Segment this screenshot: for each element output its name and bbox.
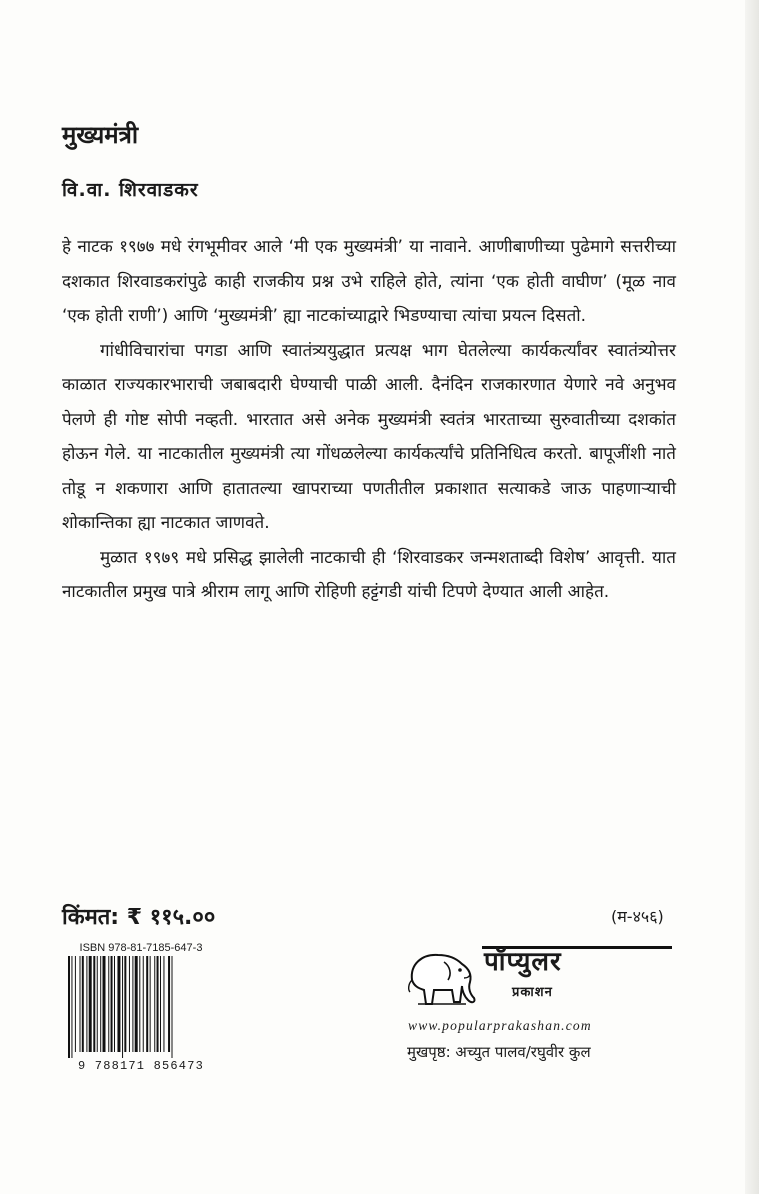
barcode-bar — [135, 956, 138, 1052]
barcode-bar — [154, 956, 155, 1052]
blurb-paragraph-1: हे नाटक १९७७ मधे रंगभूमीवर आले ‘मी एक मुख्यमंत्री’ या नावाने. आणीबाणीच्या पुढेमागे सत्तरीच्या दशकात शिरवाडकरांपुढे काही राजकीय प्रश्न उभे राहिले होते, त्यांना ‘एक होती वाघीण’ (मूळ नाव ‘एक होती राणी’) आणि ‘मुख्यमंत्री’ ह्या नाटकांच्याद्वारे भिडण्याचा त्यांचा प्रयत्न दिसतो. — [62, 237, 676, 326]
barcode-bar — [124, 956, 126, 1052]
barcode-bar — [111, 956, 113, 1052]
barcode-bar — [89, 956, 92, 1052]
price-label: किंमत: ₹ ११५.०० — [62, 905, 216, 930]
catalog-code: (म-४५६) — [611, 907, 664, 926]
barcode-bars-icon — [66, 956, 216, 1058]
barcode-bar — [75, 956, 76, 1052]
book-title: मुख्यमंत्री — [62, 121, 139, 149]
publisher-name: पॉप्युलर — [484, 947, 562, 977]
spine-shadow — [745, 0, 759, 1194]
blurb-paragraph-2: गांधीविचारांचा पगडा आणि स्वातंत्र्ययुद्धात प्रत्यक्ष भाग घेतलेल्या कार्यकर्त्यांवर स्वातंत्र्योत्तर काळात राज्यकारभाराची जबाबदारी घेण्याची पाळी आली. दैनंदिन राजकारणात येणारे नवे अनुभव पेलणे ही गोष्ट सोपी नव्हती. भारतात असे अनेक मुख्यमंत्री स्वतंत्र भारताच्या सुरुवातीच्या दशकांत होऊन गेले. या नाटकातील मुख्यमंत्री त्या गोंधळलेल्या कार्यकर्त्यांचे प्रतिनिधित्व करतो. बापूजींशी नाते तोडू न शकणारा आणि हातातल्या खापराच्या पणतीतील प्रकाशात सत्याकडे जाऊ पाहणाऱ्याची शोकान्तिका ह्या नाटकात जाणवते. — [62, 340, 676, 533]
publisher-subname: प्रकाशन — [512, 985, 553, 1000]
barcode-bar — [129, 956, 130, 1052]
barcode — [62, 942, 220, 1072]
barcode-bar — [100, 956, 101, 1052]
publisher-logo — [404, 940, 674, 1014]
barcode-bar — [139, 956, 140, 1052]
barcode-bar — [146, 956, 148, 1052]
barcode-bar — [143, 956, 144, 1052]
barcode-bar — [68, 956, 70, 1058]
barcode-bar — [172, 956, 173, 1058]
isbn-text: ISBN 978-81-7185-647-3 — [79, 942, 203, 954]
barcode-bar — [80, 956, 81, 1052]
barcode-bar — [122, 956, 123, 1058]
barcode-bar — [132, 956, 133, 1052]
barcode-bar — [108, 956, 109, 1052]
barcode-bar — [168, 956, 170, 1052]
barcode-bar — [71, 956, 72, 1058]
barcode-bar — [117, 956, 120, 1052]
elephant-icon — [404, 940, 480, 1014]
barcode-bar — [150, 956, 151, 1052]
barcode-number: 9 788171 856473 — [77, 1059, 205, 1073]
barcode-bar — [97, 956, 98, 1052]
blurb-paragraph-3: मुळात १९७९ मधे प्रसिद्ध झालेली नाटकाची ही ‘शिरवाडकर जन्मशताब्दी विशेष’ आवृत्ती. यात नाटकातील प्रमुख पात्रे श्रीराम लागू आणि रोहिणी हट्टंगडी यांची टिपणे देण्यात आली आहेत. — [62, 547, 676, 602]
barcode-bar — [163, 956, 164, 1052]
barcode-bar — [114, 956, 115, 1052]
barcode-bar — [93, 956, 95, 1052]
barcode-bar — [86, 956, 87, 1052]
barcode-bar — [157, 956, 159, 1052]
book-author: वि.वा. शिरवाडकर — [62, 179, 199, 201]
barcode-bar — [82, 956, 84, 1052]
blurb — [62, 230, 676, 610]
publisher-website: www.popularprakashan.com — [408, 1018, 592, 1033]
cover-credit: मुखपृष्ठ: अच्युत पालव/रघुवीर कुल — [407, 1043, 591, 1061]
barcode-bar — [103, 956, 106, 1052]
barcode-bar — [160, 956, 161, 1052]
